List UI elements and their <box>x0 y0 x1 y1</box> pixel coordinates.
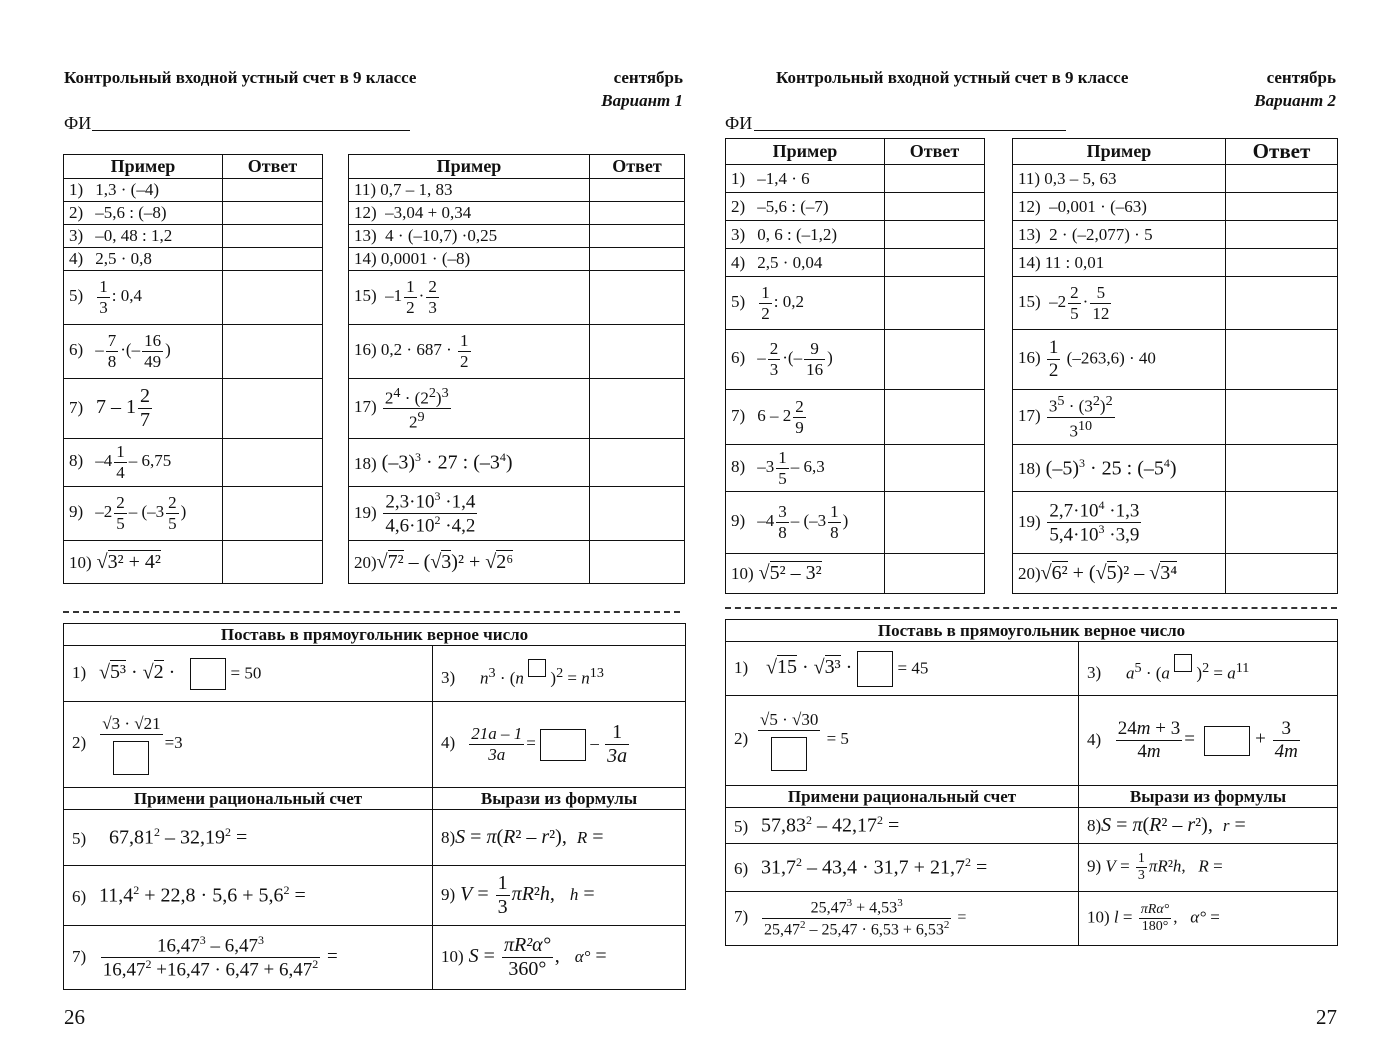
answer-cell[interactable] <box>885 445 985 492</box>
answer-cell[interactable] <box>1226 330 1338 390</box>
table-row: 17) $\frac{2^4 \cdot (2^2)^3}{2^9}$ <box>349 379 685 439</box>
table-row: 4) 2,5 · 0,8 <box>64 248 323 271</box>
answer-cell[interactable] <box>1226 193 1338 221</box>
answer-cell[interactable] <box>223 379 323 439</box>
table-row: 8) –3 $\frac{1}{5}$ – 6,3 <box>726 445 985 492</box>
answer-cell[interactable] <box>885 193 985 221</box>
table-row: 20)√6² + (√5)² – √3⁴ <box>1013 554 1338 594</box>
page-number: 26 <box>64 1005 85 1029</box>
answer-cell[interactable] <box>885 330 985 390</box>
table-row: 17) $\frac{3^5 \cdot (3^2)^2}{3^{10}}$ <box>1013 390 1338 445</box>
answer-box[interactable] <box>540 729 586 761</box>
table-row: 2) –5,6 : (–8) <box>64 202 323 225</box>
table-row: 3) –0, 48 : 1,2 <box>64 225 323 248</box>
rational-title: Примени рациональный счет <box>64 788 433 810</box>
header-answer: Ответ <box>223 155 323 179</box>
table-row: 4) 2,5 · 0,04 <box>726 249 985 277</box>
answer-cell[interactable] <box>590 379 685 439</box>
answer-cell[interactable] <box>1226 221 1338 249</box>
formula-title: Вырази из формулы <box>1079 786 1338 808</box>
fi-input-line[interactable] <box>92 130 410 131</box>
answer-cell[interactable] <box>590 271 685 325</box>
answer-cell[interactable] <box>590 541 685 584</box>
answer-cell[interactable] <box>885 390 985 445</box>
table-row: 1) 1,3 · (–4) <box>64 179 323 202</box>
answer-cell[interactable] <box>223 487 323 541</box>
variant: Вариант 2 <box>1254 91 1336 110</box>
table-row: 3) 0, 6 : (–1,2) <box>726 221 985 249</box>
table-row: 9) –2 $\frac{2}{5}$ – (–3 $\frac{2}{5}$ ) <box>64 487 323 541</box>
formula-title: Вырази из формулы <box>433 788 686 810</box>
table-row: 13) 4 · (–10,7) ·0,25 <box>349 225 685 248</box>
table-row: 19) $\frac{2,7\cdot 10^4 \cdot 1,3}{5,4\cdot 10^3 \cdot 3,9}$ <box>1013 492 1338 554</box>
month: сентябрь <box>613 68 683 87</box>
answer-box[interactable] <box>771 737 807 771</box>
answer-cell[interactable] <box>885 165 985 193</box>
box-title: Поставь в прямоугольник верное число <box>726 620 1338 642</box>
table-row: 2) –5,6 : (–7) <box>726 193 985 221</box>
table-row: 15) –2 $\frac{2}{5}$ · $\frac{5}{12}$ <box>1013 277 1338 330</box>
table-row: 2) √5 · √30 = 5 4) $\frac{24m + 3}{4m}$ = + $\frac{3}{4m}$ <box>726 696 1338 786</box>
answer-box[interactable] <box>1204 726 1250 756</box>
table-row: 7) $\frac{25,47^3 + 4,53^3}{25,47^2 - 25,47 \cdot 6,53 + 6,53^2}$ = 10) l = $\frac{\text{πRα°}}{180^\circ}$ , α° = <box>726 892 1338 946</box>
answer-box[interactable] <box>1174 654 1192 672</box>
answer-cell[interactable] <box>1226 277 1338 330</box>
answer-cell[interactable] <box>885 277 985 330</box>
answer-cell[interactable] <box>223 225 323 248</box>
examples-table-2 <box>1012 138 1338 594</box>
table-row: 11) 0,3 – 5, 63 <box>1013 165 1338 193</box>
table-row: 5) $67,81^2 - 32,19^2$ = 8)S = π(R² – r²), R = <box>64 810 686 866</box>
header-answer: Ответ <box>590 155 685 179</box>
examples-table-1 <box>725 138 985 594</box>
fi-input-line[interactable] <box>754 130 1066 131</box>
answer-cell[interactable] <box>223 202 323 225</box>
box-title: Поставь в прямоугольник верное число <box>64 624 686 646</box>
answer-cell[interactable] <box>1226 249 1338 277</box>
answer-cell[interactable] <box>590 248 685 271</box>
header-example: Пример <box>1013 139 1226 165</box>
rational-title: Примени рациональный счет <box>726 786 1079 808</box>
examples-table-1 <box>63 154 323 584</box>
answer-cell[interactable] <box>885 554 985 594</box>
table-row: 9) –4 $\frac{3}{8}$ – (–3 $\frac{1}{8}$ ) <box>726 492 985 554</box>
table-row: 13) 2 · (–2,077) · 5 <box>1013 221 1338 249</box>
answer-cell[interactable] <box>223 325 323 379</box>
table-row: 12) –0,001 · (–63) <box>1013 193 1338 221</box>
month: сентябрь <box>1266 68 1336 87</box>
table-row: 8) –4 $\frac{1}{4}$ – 6,75 <box>64 439 323 487</box>
table-row: 15) –1 $\frac{1}{2}$ · $\frac{2}{3}$ <box>349 271 685 325</box>
answer-box[interactable] <box>113 741 149 775</box>
answer-box[interactable] <box>528 659 546 677</box>
table-row: 19) $\frac{2,3\cdot 10^3 \cdot 1,4}{4,6\cdot 10^2 \cdot 4,2}$ <box>349 487 685 541</box>
answer-cell[interactable] <box>1226 390 1338 445</box>
answer-cell[interactable] <box>590 325 685 379</box>
header-answer: Ответ <box>1226 139 1338 165</box>
variant: Вариант 1 <box>601 91 683 110</box>
answer-cell[interactable] <box>223 439 323 487</box>
fi-label: ФИ <box>64 113 92 133</box>
table-row: 6) – $\frac{2}{3}$ ·(– $\frac{9}{16}$ ) <box>726 330 985 390</box>
table-row: 7) 7 – 1 $\frac{2}{7}$ <box>64 379 323 439</box>
table-row: 18) $(-3)^3 \cdot 27$ : $(-3^4)$ <box>349 439 685 487</box>
table-row: 16) 0,2 · 687 · $\frac{1}{2}$ <box>349 325 685 379</box>
table-row: 5) $57,83^2 - 42,17^2$ = 8)S = π(R² – r²), r = <box>726 808 1338 844</box>
header-example: Пример <box>64 155 223 179</box>
table-row: 20)√7² – (√3)² + √2⁶ <box>349 541 685 584</box>
table-row: 7) 6 – 2 $\frac{2}{9}$ <box>726 390 985 445</box>
header-example: Пример <box>726 139 885 165</box>
answer-cell[interactable] <box>1226 492 1338 554</box>
page-right <box>698 0 1396 1045</box>
table-row: 14) 0,0001 · (–8) <box>349 248 685 271</box>
table-row: 11) 0,7 – 1, 83 <box>349 179 685 202</box>
table-row: 10) √3² + 4² <box>64 541 323 584</box>
table-row: 5) $\frac{1}{2}$ : 0,2 <box>726 277 985 330</box>
table-row: 6) – $\frac{7}{8}$ ·(– $\frac{16}{49}$ ) <box>64 325 323 379</box>
page-title: Контрольный входной устный счет в 9 классе <box>776 68 1129 87</box>
page-title: Контрольный входной устный счет в 9 классе <box>64 68 417 87</box>
fi-label: ФИ <box>725 113 753 133</box>
answer-box[interactable] <box>190 658 226 690</box>
answer-box[interactable] <box>857 651 893 687</box>
answer-cell[interactable] <box>223 271 323 325</box>
table-row: 10) √5² – 3² <box>726 554 985 594</box>
header-example: Пример <box>349 155 590 179</box>
examples-table-2 <box>348 154 685 584</box>
answer-cell[interactable] <box>885 221 985 249</box>
answer-cell[interactable] <box>590 202 685 225</box>
table-row: 6) $11,4^2 + 22,8 \cdot 5,6 + 5,6^2$ = 9) V = $\frac{1}{3}$ πR²h, h = <box>64 866 686 926</box>
page-number: 27 <box>1316 1005 1337 1029</box>
table-row: 5) $\frac{1}{3}$ : 0,4 <box>64 271 323 325</box>
fill-box-table <box>725 619 1338 946</box>
answer-cell[interactable] <box>590 179 685 202</box>
answer-cell[interactable] <box>223 179 323 202</box>
table-row: 18) $(-5)^3 \cdot 25$ : $(-5^4)$ <box>1013 445 1338 492</box>
table-row: 16) $\frac{1}{2}$ (–263,6) · 40 <box>1013 330 1338 390</box>
table-row: 6) $31,7^2 - 43,4 \cdot 31,7 + 21,7^2$ = 9) V = $\frac{1}{3}$ πR²h, R = <box>726 844 1338 892</box>
answer-cell[interactable] <box>885 492 985 554</box>
answer-cell[interactable] <box>1226 445 1338 492</box>
answer-cell[interactable] <box>223 248 323 271</box>
answer-cell[interactable] <box>1226 554 1338 594</box>
table-row: 1) √15 · √3³ · = 45 3) $a^5 \cdot (a$ )$^2 = a^{11}$ <box>726 642 1338 696</box>
fill-box-table <box>63 623 686 990</box>
table-row: 1) –1,4 · 6 <box>726 165 985 193</box>
table-row: 1) √5³ · √2 · = 50 3) $n^3 \cdot (n$ )$^2 = n^{13}$ <box>64 646 686 702</box>
table-row: 14) 11 : 0,01 <box>1013 249 1338 277</box>
dashed-divider <box>63 611 680 613</box>
header-answer: Ответ <box>885 139 985 165</box>
table-row: 2) √3 · √21 =3 4) $\frac{21a - 1}{3a}$ = – $\frac{1}{3a}$ <box>64 702 686 788</box>
answer-cell[interactable] <box>590 225 685 248</box>
answer-cell[interactable] <box>885 249 985 277</box>
table-row: 12) –3,04 + 0,34 <box>349 202 685 225</box>
dashed-divider <box>725 607 1337 609</box>
table-row: 7) $\frac{16,47^3 - 6,47^3}{16,47^2 +16,47 \cdot 6,47 + 6,47^2}$ = 10) S = $\frac{\text{πR²α°}}{360^\circ}$ , α° = <box>64 926 686 990</box>
answer-cell[interactable] <box>223 541 323 584</box>
answer-cell[interactable] <box>590 439 685 487</box>
answer-cell[interactable] <box>1226 165 1338 193</box>
answer-cell[interactable] <box>590 487 685 541</box>
